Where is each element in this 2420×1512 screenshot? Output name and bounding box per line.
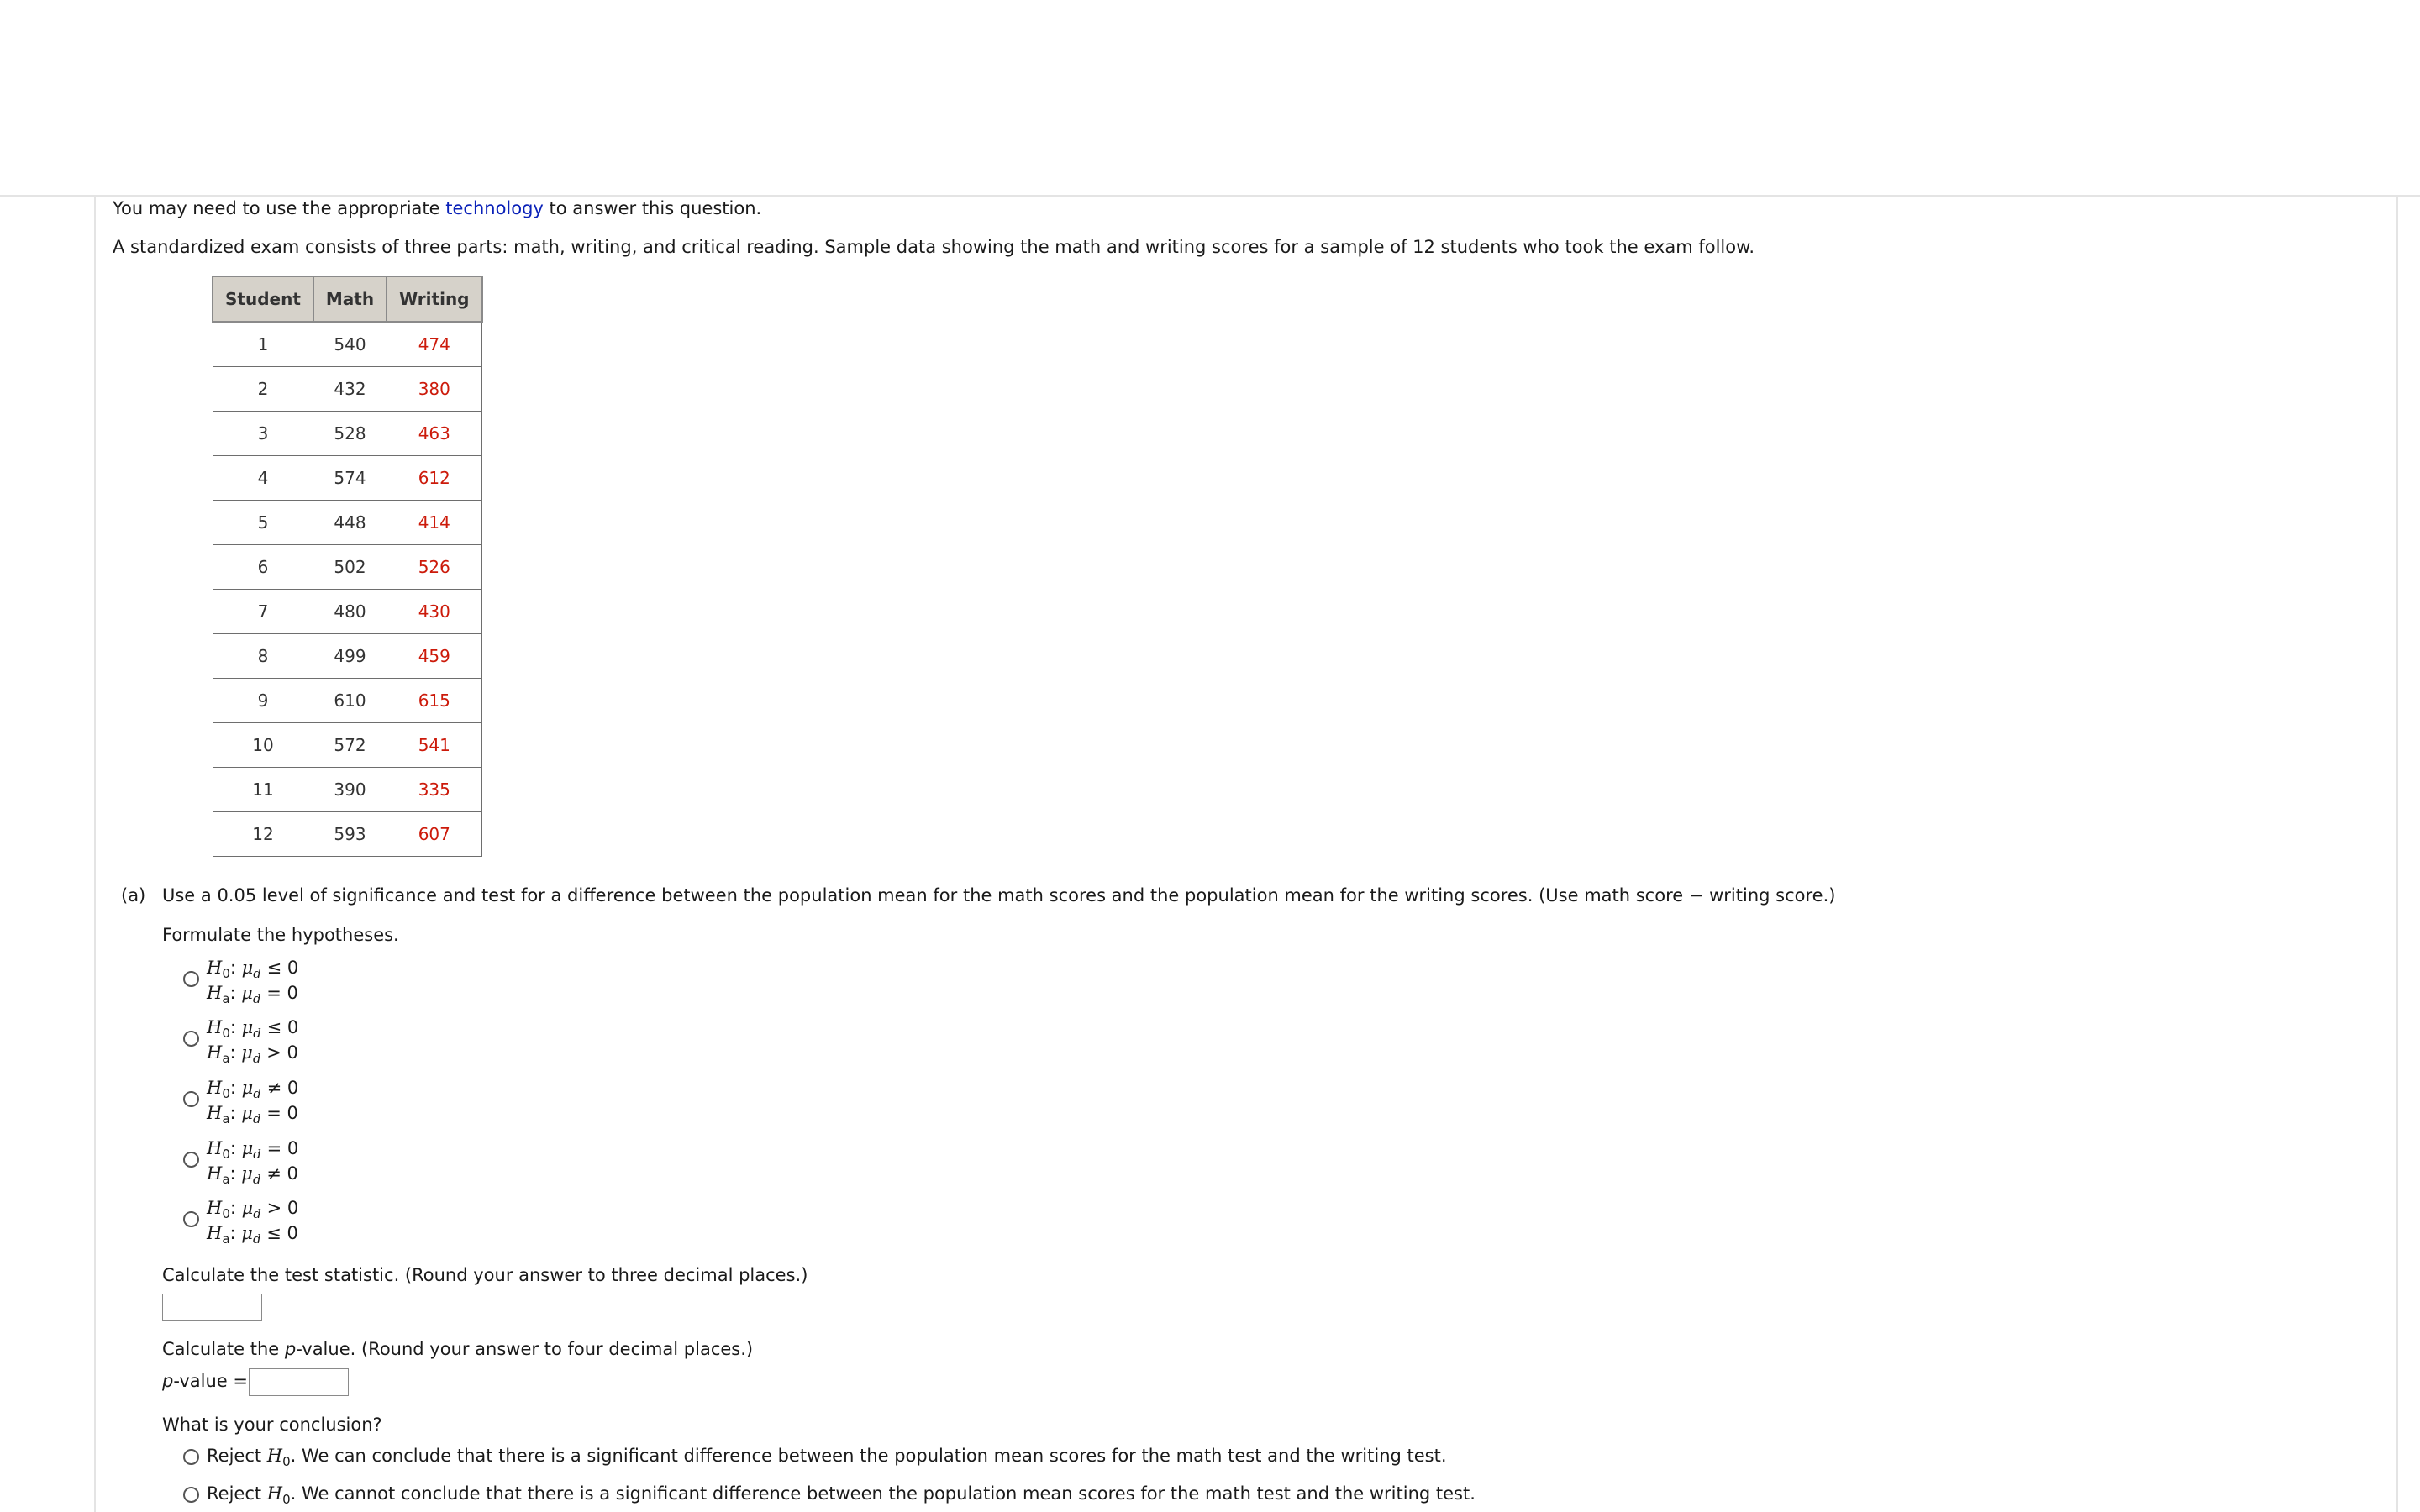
right-border <box>2396 197 2398 1512</box>
hypothesis-radio-4[interactable] <box>183 1152 199 1168</box>
student-cell: 6 <box>213 545 313 590</box>
math-cell: 540 <box>313 322 387 367</box>
hypothesis-radio-2[interactable] <box>183 1031 199 1047</box>
header-writing: Writing <box>387 276 481 322</box>
writing-cell: 335 <box>387 768 481 812</box>
ha-line: $H_a$: $\mu_d > 0$ <box>207 1042 298 1066</box>
math-cell: 448 <box>313 501 387 545</box>
student-cell: 10 <box>213 723 313 768</box>
conclusion-pre: Reject <box>207 1446 267 1466</box>
math-cell: 502 <box>313 545 387 590</box>
test-stat-prompt: Calculate the test statistic. (Round your answer to three decimal places.) <box>162 1265 808 1285</box>
writing-cell: 474 <box>387 322 481 367</box>
h0-line: $H_0$: $\mu_d > 0$ <box>207 1198 299 1221</box>
table-row <box>213 322 482 367</box>
intro-post: to answer this question. <box>543 198 762 218</box>
header-math: Math <box>313 276 387 322</box>
table-row <box>213 812 482 857</box>
student-cell: 12 <box>213 812 313 857</box>
ha-line: $H_a$: $\mu_d \ne 0$ <box>207 1163 298 1187</box>
technology-link[interactable]: technology <box>445 198 544 218</box>
conclusion-text-2: Reject $H_0$. We cannot conclude that there is a significant difference between the population mean scores for the math test and the writing test. <box>207 1483 1476 1507</box>
student-cell: 1 <box>213 322 313 367</box>
ha-operator: = 0 <box>266 1103 298 1123</box>
writing-cell: 541 <box>387 723 481 768</box>
writing-cell: 612 <box>387 456 481 501</box>
student-cell: 3 <box>213 412 313 456</box>
ha-operator: ≠ 0 <box>266 1163 298 1184</box>
student-cell: 8 <box>213 634 313 679</box>
student-cell: 4 <box>213 456 313 501</box>
h0-operator: ≤ 0 <box>266 1017 299 1037</box>
math-cell: 499 <box>313 634 387 679</box>
conclusion-text-1: Reject $H_0$. We can conclude that there is a significant difference between the population mean scores for the math test and the writing test. <box>207 1446 1447 1469</box>
math-cell: 432 <box>313 367 387 412</box>
math-cell: 610 <box>313 679 387 723</box>
pvalue-label-post: -value = <box>173 1371 248 1391</box>
pvalue-prompt-italic: p <box>284 1339 297 1359</box>
scores-table <box>212 276 483 857</box>
table-row <box>213 456 482 501</box>
test-stat-input[interactable] <box>162 1294 262 1321</box>
formulate-text: Formulate the hypotheses. <box>162 925 399 945</box>
h0-line: $H_0$: $\mu_d \le 0$ <box>207 958 299 981</box>
pvalue-label <box>162 1369 248 1393</box>
writing-cell: 607 <box>387 812 481 857</box>
pvalue-input[interactable] <box>249 1368 349 1396</box>
left-border <box>94 197 96 1512</box>
math-cell: 528 <box>313 412 387 456</box>
intro-text <box>113 197 761 220</box>
ha-line: $H_a$: $\mu_d = 0$ <box>207 1103 298 1126</box>
student-cell: 5 <box>213 501 313 545</box>
student-cell: 2 <box>213 367 313 412</box>
intro-pre: You may need to use the appropriate <box>113 198 446 218</box>
ha-operator: ≤ 0 <box>266 1223 298 1243</box>
writing-cell: 414 <box>387 501 481 545</box>
conclusion-post: . We cannot conclude that there is a significant difference between the population mean scores for the math test and the writing test. <box>290 1483 1476 1504</box>
writing-cell: 430 <box>387 590 481 634</box>
pvalue-prompt-post: -value. (Round your answer to four decimal places.) <box>296 1339 754 1359</box>
hypothesis-radio-5[interactable] <box>183 1211 199 1227</box>
pvalue-prompt <box>162 1337 753 1361</box>
table-row <box>213 590 482 634</box>
pvalue-label-italic: p <box>162 1371 174 1391</box>
table-row <box>213 679 482 723</box>
writing-cell: 615 <box>387 679 481 723</box>
conclusion-post: . We can conclude that there is a significant difference between the population mean scores for the math test and the writing test. <box>290 1446 1447 1466</box>
h0-line: $H_0$: $\mu_d = 0$ <box>207 1138 299 1162</box>
table-row <box>213 634 482 679</box>
math-cell: 390 <box>313 768 387 812</box>
ha-operator: = 0 <box>266 983 298 1003</box>
conclusion-pre: Reject <box>207 1483 267 1504</box>
writing-cell: 459 <box>387 634 481 679</box>
student-cell: 11 <box>213 768 313 812</box>
math-cell: 480 <box>313 590 387 634</box>
ha-line: $H_a$: $\mu_d \le 0$ <box>207 1223 298 1247</box>
ha-line: $H_a$: $\mu_d = 0$ <box>207 983 298 1006</box>
part-a-question: Use a 0.05 level of significance and test for a difference between the population mean for the math scores and the population mean for the writing scores. (Use math score − writing score.) <box>162 885 1836 906</box>
student-cell: 7 <box>213 590 313 634</box>
h0-operator: > 0 <box>266 1198 299 1218</box>
h0-line: $H_0$: $\mu_d \le 0$ <box>207 1017 299 1041</box>
pvalue-prompt-pre: Calculate the <box>162 1339 285 1359</box>
header-student: Student <box>213 276 313 322</box>
conclusion-radio-2[interactable] <box>183 1487 199 1503</box>
writing-cell: 463 <box>387 412 481 456</box>
h0-operator: = 0 <box>266 1138 299 1158</box>
table-row <box>213 723 482 768</box>
math-cell: 593 <box>313 812 387 857</box>
math-cell: 572 <box>313 723 387 768</box>
hypothesis-radio-1[interactable] <box>183 971 199 987</box>
h0-operator: ≤ 0 <box>266 958 299 978</box>
student-cell: 9 <box>213 679 313 723</box>
hypothesis-radio-3[interactable] <box>183 1091 199 1107</box>
table-row <box>213 545 482 590</box>
writing-cell: 526 <box>387 545 481 590</box>
math-cell: 574 <box>313 456 387 501</box>
conclusion-radio-1[interactable] <box>183 1449 199 1465</box>
table-row <box>213 501 482 545</box>
writing-cell: 380 <box>387 367 481 412</box>
table-row <box>213 367 482 412</box>
ha-operator: > 0 <box>266 1042 298 1063</box>
problem-text: A standardized exam consists of three parts: math, writing, and critical reading. Sample data showing the math and writing scores for a sample of 12 students who took the exam follow. <box>113 237 1755 257</box>
table-row <box>213 412 482 456</box>
h0-line: $H_0$: $\mu_d \ne 0$ <box>207 1078 299 1101</box>
part-a-label: (a) <box>121 885 146 906</box>
h0-operator: ≠ 0 <box>266 1078 299 1098</box>
table-row <box>213 768 482 812</box>
conclusion-prompt: What is your conclusion? <box>162 1415 382 1435</box>
